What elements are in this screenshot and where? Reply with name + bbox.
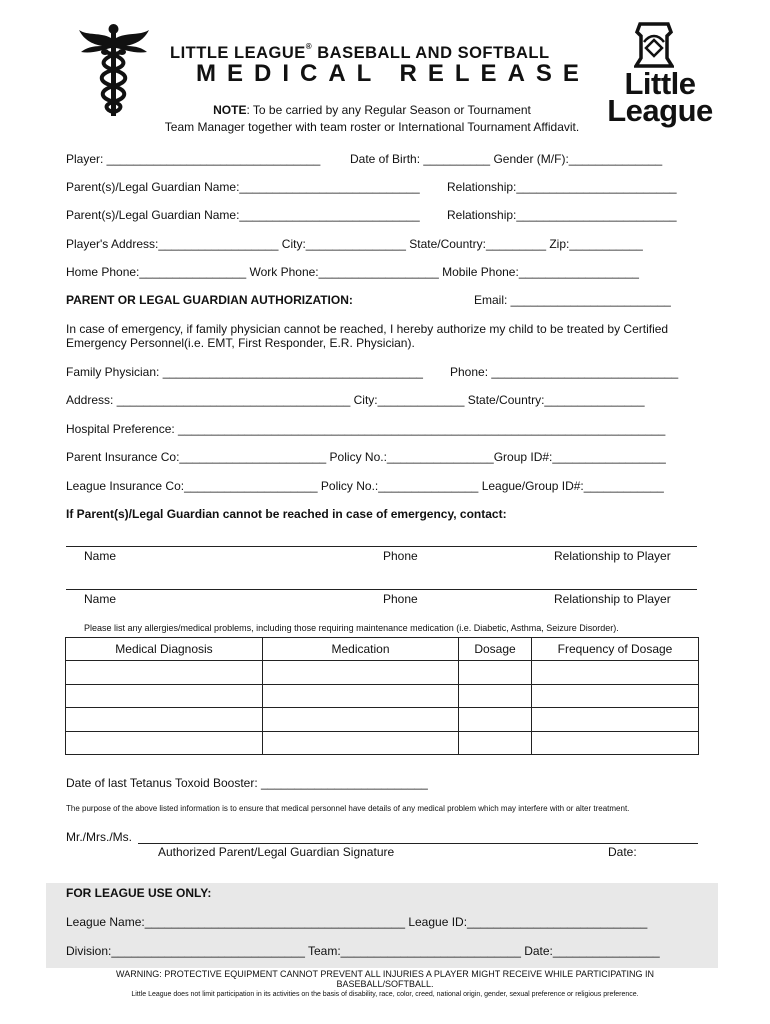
- caduceus-icon: [78, 22, 150, 118]
- emergency-name-label-1: Name: [84, 549, 117, 563]
- physician-address-field[interactable]: Address: ___________________________________ City:_____________ State/Country:_______________: [66, 393, 645, 407]
- table-row: [66, 661, 699, 685]
- table-row: [66, 708, 699, 732]
- league-insurance-field[interactable]: League Insurance Co:____________________ Policy No.:_______________ League/Group ID#:____________: [66, 479, 664, 493]
- form-title: MEDICAL RELEASE: [196, 60, 590, 87]
- email-field[interactable]: Email: ________________________: [474, 293, 671, 307]
- signature-caption: Authorized Parent/Legal Guardian Signature: [158, 845, 395, 859]
- emergency-relationship-label-1: Relationship to Player: [554, 549, 671, 563]
- emergency-contact-line-2[interactable]: [66, 589, 697, 590]
- table-cell[interactable]: [66, 661, 263, 685]
- column-header-diagnosis: Medical Diagnosis: [66, 638, 263, 661]
- table-cell[interactable]: [263, 684, 459, 708]
- table-cell[interactable]: [459, 708, 532, 732]
- league-name-field[interactable]: League Name:_______________________________________ League ID:___________________________: [66, 915, 648, 929]
- emergency-heading: If Parent(s)/Legal Guardian cannot be reached in case of emergency, contact:: [66, 507, 507, 521]
- emergency-relationship-label-2: Relationship to Player: [554, 592, 671, 606]
- nondiscrimination-statement: Little League does not limit participation in its activities on the basis of disability, race, color, creed, national origin, gender, sexual preference or religious preference.: [131, 991, 639, 998]
- table-cell[interactable]: [66, 708, 263, 732]
- player-field[interactable]: Player: ________________________________: [66, 152, 321, 166]
- authorization-text-1: In case of emergency, if family physician cannot be reached, I hereby authorize my child to be treated by Certified: [66, 322, 669, 336]
- table-header-row: [66, 638, 699, 661]
- column-header-dosage: Dosage: [459, 638, 532, 661]
- league-use-heading: FOR LEAGUE USE ONLY:: [66, 886, 212, 900]
- emergency-phone-label-1: Phone: [383, 549, 418, 563]
- column-header-medication: Medication: [263, 638, 459, 661]
- table-cell[interactable]: [263, 661, 459, 685]
- table-cell[interactable]: [66, 731, 263, 755]
- column-header-frequency: Frequency of Dosage: [532, 638, 699, 661]
- warning-line-1: WARNING: PROTECTIVE EQUIPMENT CANNOT PREVENT ALL INJURIES A PLAYER MIGHT RECEIVE WHILE PARTICIPATING IN: [116, 969, 654, 979]
- signature-date-label: Date:: [608, 845, 637, 859]
- tetanus-field[interactable]: Date of last Tetanus Toxoid Booster: _________________________: [66, 776, 428, 790]
- table-row: [66, 684, 699, 708]
- table-cell[interactable]: [532, 731, 699, 755]
- table-cell[interactable]: [459, 684, 532, 708]
- authorization-text-2: Emergency Personnel(i.e. EMT, First Responder, E.R. Physician).: [66, 336, 415, 350]
- authorization-heading: PARENT OR LEGAL GUARDIAN AUTHORIZATION:: [66, 293, 353, 307]
- table-row: [66, 731, 699, 755]
- note-line-1: NOTE: To be carried by any Regular Season or Tournament: [213, 103, 531, 117]
- dob-gender-field[interactable]: Date of Birth: __________ Gender (M/F):______________: [350, 152, 663, 166]
- table-cell[interactable]: [263, 731, 459, 755]
- table-cell[interactable]: [532, 684, 699, 708]
- medical-table: [65, 637, 699, 755]
- signature-prefix: Mr./Mrs./Ms.: [66, 830, 132, 844]
- emergency-name-label-2: Name: [84, 592, 117, 606]
- phones-field[interactable]: Home Phone:________________ Work Phone:__________________ Mobile Phone:__________________: [66, 265, 639, 279]
- family-physician-field[interactable]: Family Physician: _______________________________________: [66, 365, 423, 379]
- relationship-field-2[interactable]: Relationship:________________________: [447, 208, 677, 222]
- physician-phone-field[interactable]: Phone: ____________________________: [450, 365, 679, 379]
- org-title: LITTLE LEAGUE® BASEBALL AND SOFTBALL: [170, 42, 550, 62]
- logo-word-league: League: [607, 93, 713, 128]
- emergency-contact-line-1[interactable]: [66, 546, 697, 547]
- parent-insurance-field[interactable]: Parent Insurance Co:______________________ Policy No.:________________Group ID#:_________________: [66, 450, 666, 464]
- table-cell[interactable]: [532, 661, 699, 685]
- table-cell[interactable]: [459, 661, 532, 685]
- player-address-field[interactable]: Player's Address:__________________ City:_______________ State/Country:_________ Zip:___________: [66, 237, 643, 251]
- table-cell[interactable]: [459, 731, 532, 755]
- warning-line-2: BASEBALL/SOFTBALL.: [336, 979, 434, 989]
- guardian-name-field-1[interactable]: Parent(s)/Legal Guardian Name:___________________________: [66, 180, 420, 194]
- relationship-field-1[interactable]: Relationship:________________________: [447, 180, 677, 194]
- logo-word-little: Little: [624, 66, 696, 101]
- purpose-statement: The purpose of the above listed information is to ensure that medical personnel have details of any medical problem which may interfere with or alter treatment.: [66, 804, 630, 813]
- signature-line[interactable]: [138, 843, 698, 844]
- guardian-name-field-2[interactable]: Parent(s)/Legal Guardian Name:___________________________: [66, 208, 420, 222]
- medical-instruction: Please list any allergies/medical problems, including those requiring maintenance medication (i.e. Diabetic, Asthma, Seizure Disorder).: [84, 623, 619, 633]
- division-team-date-field[interactable]: Division:_____________________________ Team:___________________________ Date:________________: [66, 944, 660, 958]
- table-cell[interactable]: [263, 708, 459, 732]
- registered-mark: ®: [305, 42, 313, 51]
- little-league-keystone-icon: [634, 22, 674, 68]
- note-line-2: Team Manager together with team roster or International Tournament Affidavit.: [164, 120, 580, 134]
- hospital-preference-field[interactable]: Hospital Preference: _________________________________________________________________________: [66, 422, 666, 436]
- table-cell[interactable]: [532, 708, 699, 732]
- emergency-phone-label-2: Phone: [383, 592, 418, 606]
- table-cell[interactable]: [66, 684, 263, 708]
